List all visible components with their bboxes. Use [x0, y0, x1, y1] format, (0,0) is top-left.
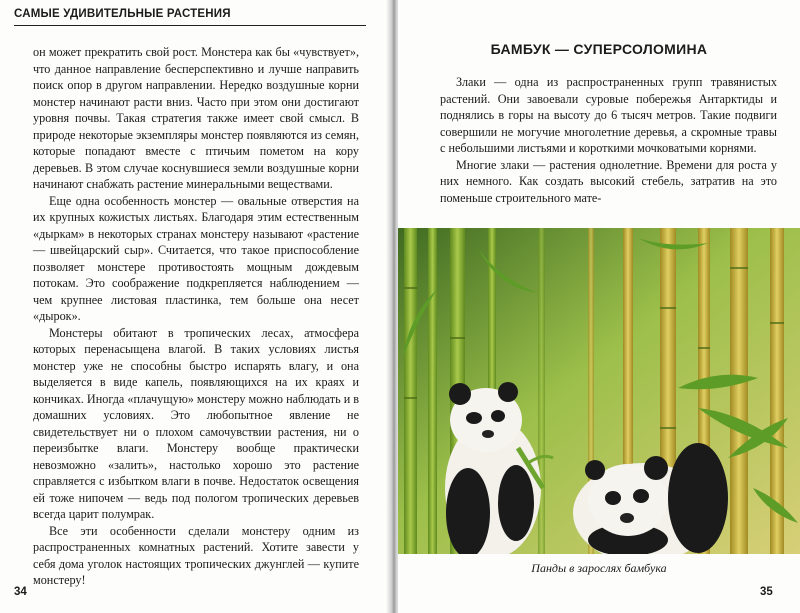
- photo-caption: Панды в зарослях бамбука: [531, 561, 667, 575]
- left-text-column: [33, 44, 359, 589]
- paragraph: Все эти особенности сделали монстеру одним из распространенных комнатных растений. Хотите завести у себя дома уголок настоящих тропических джунглей — купите монстеру!: [33, 523, 359, 587]
- paragraph: он может прекратить свой рост. Монстера как бы «чувствует», что данное направление бесперспективно и лучше направить поиск опор в другом направлении. Нередко воздушные корни монстер начинают расти вниз. Часто при этом они достигают уровня почвы. Такая стратегия также имеет свой смысл. В природе некоторые экземпляры монстер появляются из семян, которые попадают вместе с птичьим пометом на кору деревьев. В этом случае коснувшиеся земли воздушные корни начинают снабжать растение минеральными веществами.: [33, 45, 359, 191]
- pandas-bamboo-photo: [398, 228, 800, 554]
- left-page: [0, 0, 390, 613]
- page-number-left: 34: [14, 586, 27, 598]
- page-number-right: 35: [760, 586, 773, 598]
- running-head: САМЫЕ УДИВИТЕЛЬНЫЕ РАСТЕНИЯ: [14, 8, 366, 26]
- paragraph: Злаки — одна из распространенных групп травянистых растений. Они завоевали суровые побережья Антарктиды и поднялись в горы на высоту до 6 тысяч метров. Такие подвиги совершили не могучие многолетние деревья, а скромные травы с небольшими листьями и короткими мочковатыми корнями.: [440, 75, 777, 155]
- section-title: БАМБУК — СУПЕРСОЛОМИНА: [490, 41, 708, 57]
- right-page: [398, 0, 800, 613]
- right-text-column: [440, 74, 777, 206]
- paragraph: Еще одна особенность монстер — овальные отверстия на их крупных кожистых листьях. Благодаря этим естественным «дыркам» в некоторых странах монстеру называют «растение — швейцарский сыр». Считается, что такое приспособление позволяет монстере противостоять мощным дождевым потокам. Это соображение подкрепляется наблюдением — чем крупнее листовая пластинка, тем больше она несет «дырок».: [33, 193, 359, 323]
- paragraph: Многие злаки — растения однолетние. Времени для роста у них немного. Как создать высокий стебель, затратив на это поменьше строительного мате-: [440, 157, 777, 205]
- photo-illustration: [398, 228, 800, 554]
- paragraph: Монстеры обитают в тропических лесах, атмосфера которых перенасыщена влагой. В таких условиях листья монстер уже не способны быстро испарять влагу, и она выделяется в виде капель, появляющихся на их краях и кончиках. Иногда «плачущую» монстеру можно наблюдать и в домашних условиях. Это любопытное явление не свидетельствует ни о плохом самочувствии растения, ни о переизбытке влаги. Монстеру вообще практически невозможно «залить», настолько хорошо это растение справляется с избытком влаги в почве. Недостаток освещения ей тоже нипочем — ведь под пологом тропических деревьев всегда царит полумрак.: [33, 325, 360, 521]
